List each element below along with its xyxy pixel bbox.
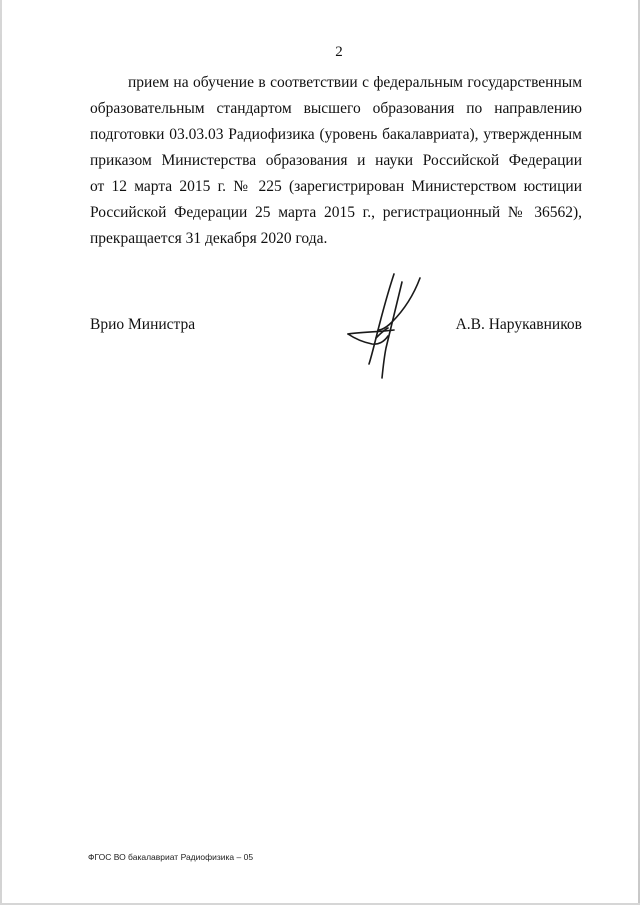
- paragraph-line: подготовки 03.03.03 Радиофизика (уровень бакалавриата), утвержденным: [90, 126, 582, 143]
- paragraph-line: Российской Федерации 25 марта 2015 г., регистрационный № 36562),: [90, 204, 582, 221]
- paragraph-line: прекращается 31 декабря 2020 года.: [90, 230, 328, 247]
- paragraph-line: прием на обучение в соответствии с федеральным государственным: [128, 74, 582, 91]
- paragraph: [90, 70, 582, 252]
- signature-icon: [342, 272, 424, 382]
- signatory-title: Врио Министра: [90, 316, 196, 333]
- paragraph-line: образовательным стандартом высшего образования по направлению: [90, 100, 582, 117]
- paragraph-line: приказом Министерства образования и науки Российской Федерации: [90, 152, 582, 169]
- page-number: 2: [335, 44, 343, 60]
- paragraph-line: от 12 марта 2015 г. № 225 (зарегистрирован Министерством юстиции: [90, 178, 582, 195]
- signatory-name: А.В. Нарукавников: [455, 316, 582, 333]
- signature-block: [90, 316, 582, 342]
- page-edge-left: [0, 0, 2, 905]
- footer-code: ФГОС ВО бакалавриат Радиофизика – 05: [88, 852, 254, 862]
